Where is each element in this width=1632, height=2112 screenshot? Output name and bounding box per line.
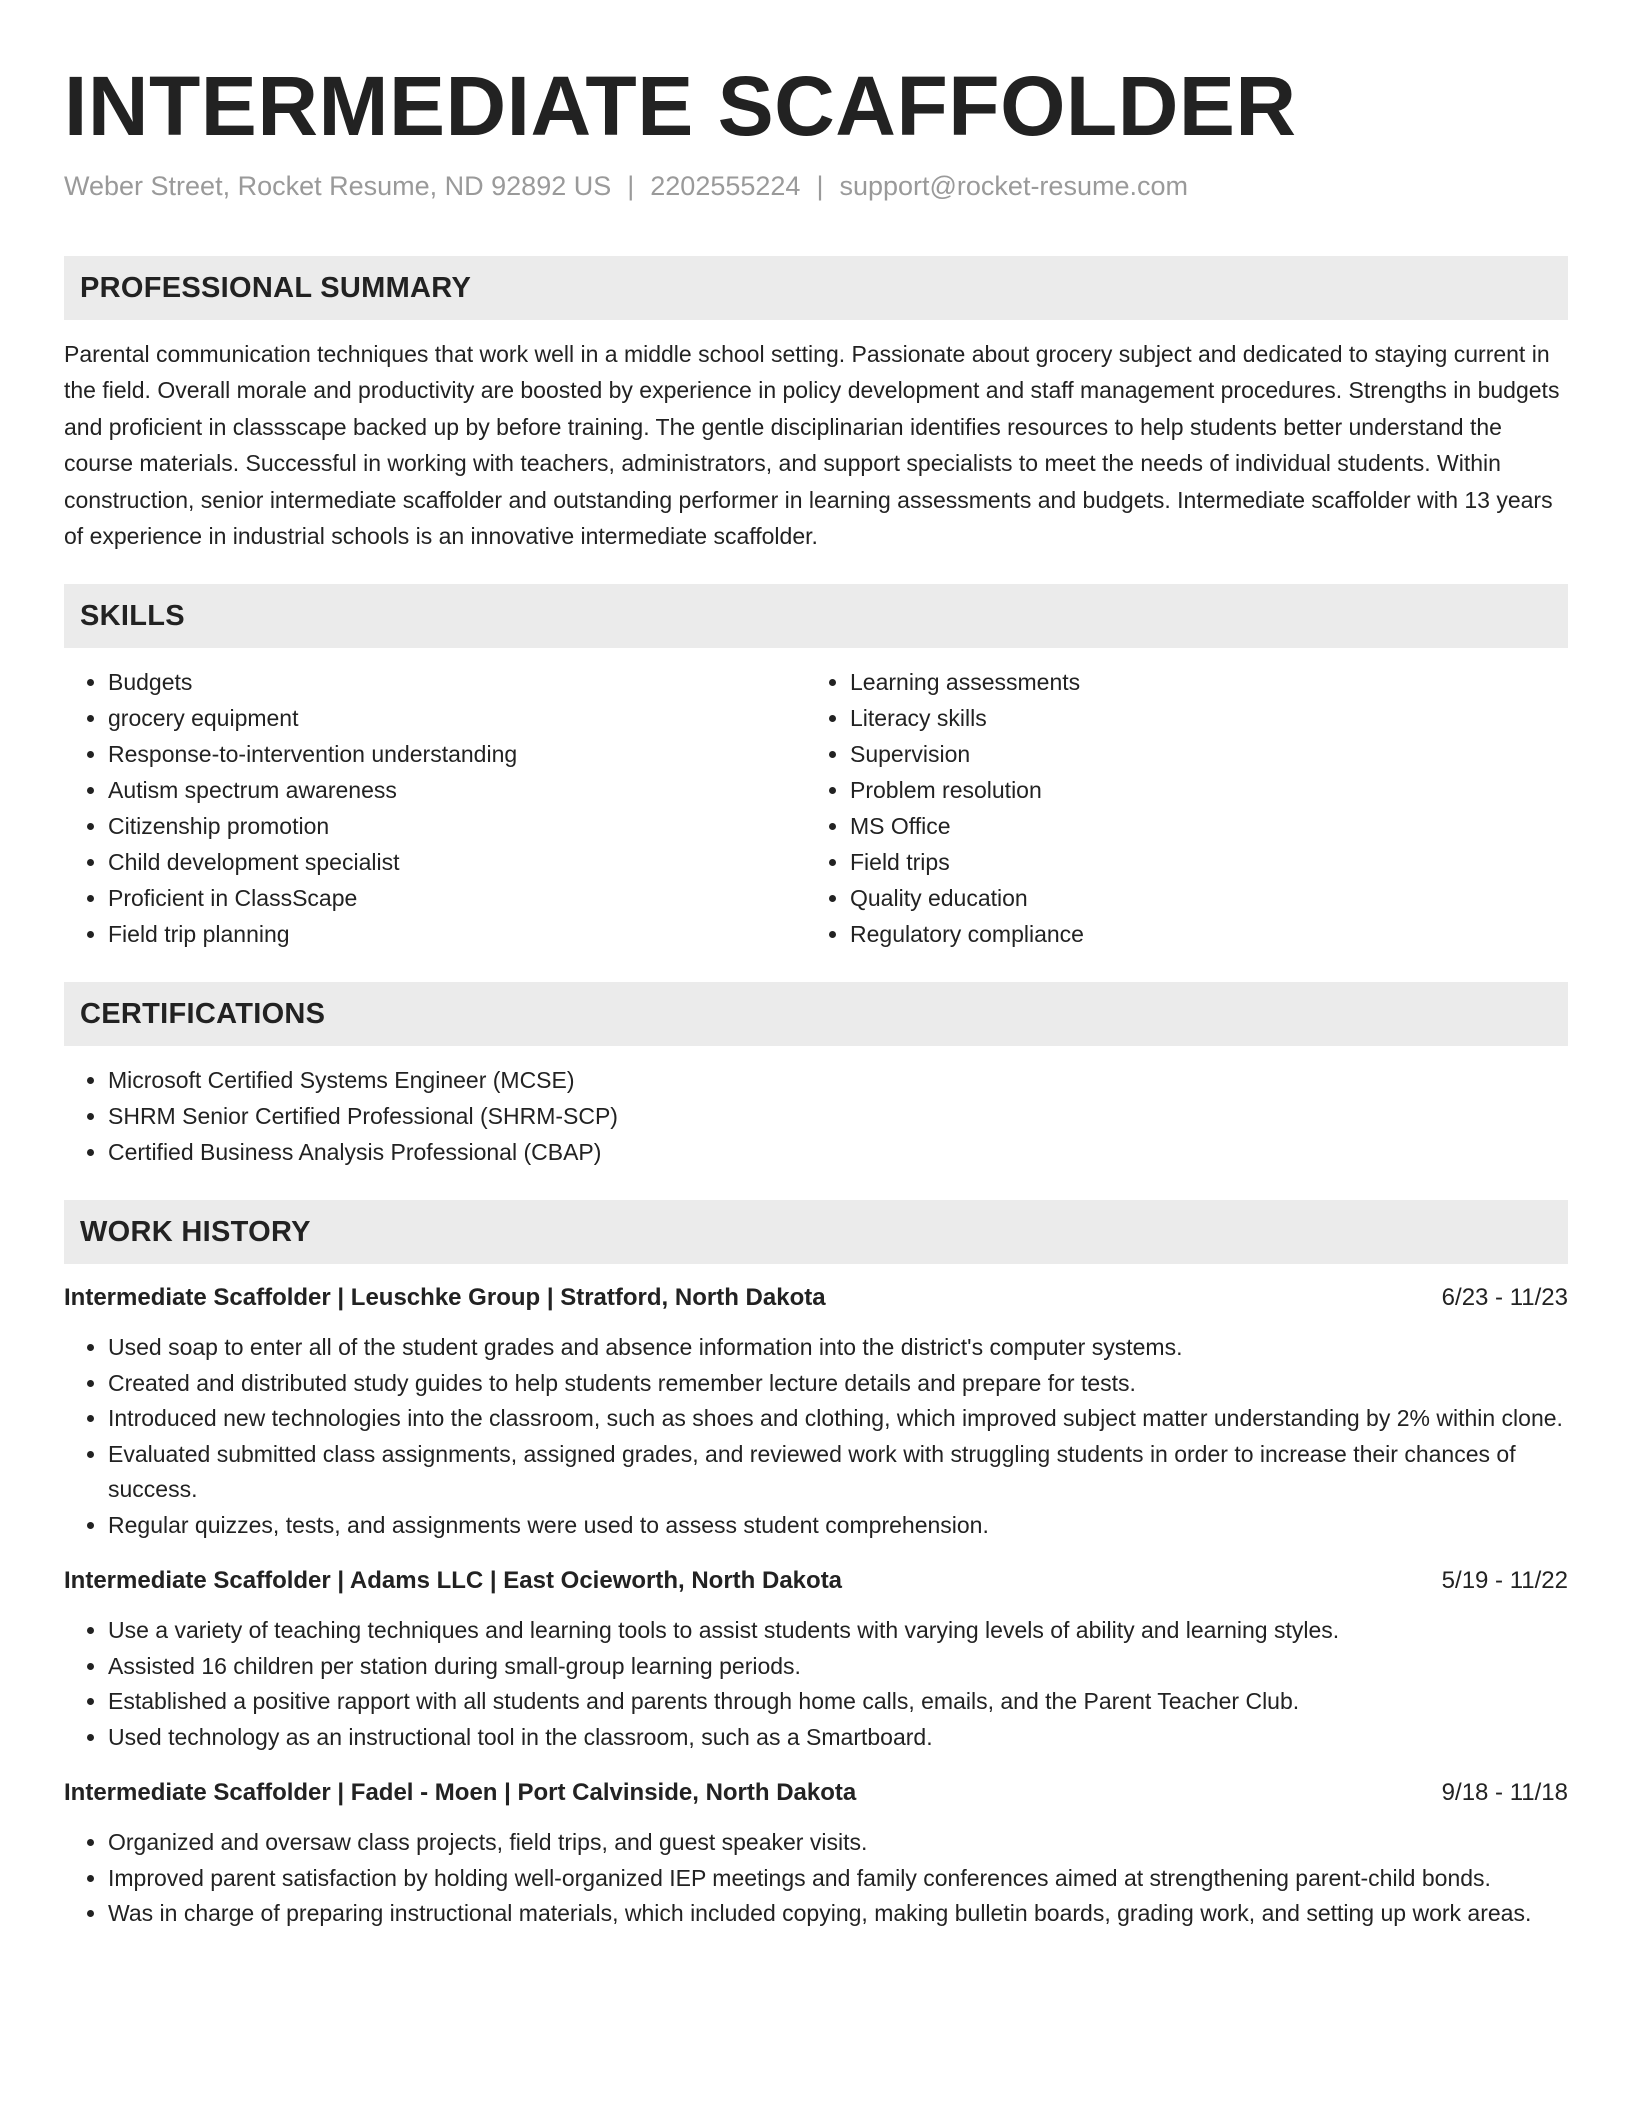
job-bullet: • Use a variety of teaching techniques and learning tools to assist students with varying levels of ability and learning styles. bbox=[108, 1613, 1568, 1649]
job-dates: 6/23 - 11/23 bbox=[1441, 1284, 1568, 1312]
job-title: Intermediate Scaffolder | Fadel - Moen | Port Calvinside, North Dakota bbox=[64, 1779, 857, 1807]
section-title-work-history: WORK HISTORY bbox=[80, 1215, 311, 1248]
contact-separator: | bbox=[816, 171, 824, 201]
skill-item: • Problem resolution bbox=[850, 772, 1548, 808]
skill-item: • Autism spectrum awareness bbox=[108, 772, 806, 808]
section-title-skills: SKILLS bbox=[80, 599, 185, 632]
section-header-summary bbox=[64, 256, 1568, 320]
job-bullet: • Was in charge of preparing instructional materials, which included copying, making bulletin boards, grading work, and setting up work areas. bbox=[108, 1896, 1568, 1932]
section-header-skills bbox=[64, 584, 1568, 648]
job-entry bbox=[64, 1563, 1568, 1755]
summary-text: Parental communication techniques that work well in a middle school setting. Passionate about grocery subject and dedicated to staying current in the field. Overall morale and productivity are boosted by experience in policy development and staff management procedures. Strengths in budgets and proficient in classscape backed up by before training. The gentle disciplinarian identifies resources to help students better understand the course materials. Successful in working with teachers, administrators, and support specialists to meet the needs of individual students. Within construction, senior intermediate scaffolder and outstanding performer in learning assessments and budgets. Intermediate scaffolder with 13 years of experience in industrial schools is an innovative intermediate scaffolder. bbox=[64, 341, 1560, 550]
skills-column-right bbox=[806, 664, 1548, 952]
job-bullet: • Used technology as an instructional tool in the classroom, such as a Smartboard. bbox=[108, 1720, 1568, 1756]
section-title-summary: PROFESSIONAL SUMMARY bbox=[80, 271, 472, 304]
skill-item: • Response-to-intervention understanding bbox=[108, 736, 806, 772]
job-bullet: • Introduced new technologies into the classroom, such as shoes and clothing, which improved subject matter understanding by 2% within clone. bbox=[108, 1401, 1568, 1437]
skill-item: • Learning assessments bbox=[850, 664, 1548, 700]
skill-item: • Citizenship promotion bbox=[108, 808, 806, 844]
skill-item: • Supervision bbox=[850, 736, 1548, 772]
contact-phone: 2202555224 bbox=[650, 171, 801, 201]
contact-separator: | bbox=[627, 171, 635, 201]
job-bullet: • Established a positive rapport with all students and parents through home calls, emails, and the Parent Teacher Club. bbox=[108, 1684, 1568, 1720]
job-dates: 5/19 - 11/22 bbox=[1441, 1567, 1568, 1595]
job-bullet: • Regular quizzes, tests, and assignments were used to assess student comprehension. bbox=[108, 1508, 1568, 1544]
job-bullets bbox=[64, 1825, 1568, 1932]
skill-item: • Field trip planning bbox=[108, 916, 806, 952]
contact-email: support@rocket-resume.com bbox=[839, 171, 1188, 201]
job-entry bbox=[64, 1280, 1568, 1543]
skill-item: • Child development specialist bbox=[108, 844, 806, 880]
job-bullets bbox=[64, 1330, 1568, 1543]
skill-item: • Regulatory compliance bbox=[850, 916, 1548, 952]
job-bullet: • Assisted 16 children per station during small-group learning periods. bbox=[108, 1649, 1568, 1685]
job-header bbox=[64, 1563, 1568, 1599]
section-header-work-history bbox=[64, 1200, 1568, 1264]
job-bullet: • Evaluated submitted class assignments, assigned grades, and reviewed work with struggling students in order to increase their chances of success. bbox=[108, 1437, 1568, 1508]
certification-item: • Microsoft Certified Systems Engineer (MCSE) bbox=[108, 1062, 1568, 1098]
job-header bbox=[64, 1775, 1568, 1811]
job-title: Intermediate Scaffolder | Leuschke Group | Stratford, North Dakota bbox=[64, 1284, 826, 1312]
skill-item: • Budgets bbox=[108, 664, 806, 700]
job-bullet: • Improved parent satisfaction by holding well-organized IEP meetings and family conferences aimed at strengthening parent-child bonds. bbox=[108, 1861, 1568, 1897]
skill-item: • Field trips bbox=[850, 844, 1548, 880]
skill-item: • Quality education bbox=[850, 880, 1548, 916]
job-entry bbox=[64, 1775, 1568, 1932]
job-title: Intermediate Scaffolder | Adams LLC | East Ocieworth, North Dakota bbox=[64, 1567, 843, 1595]
job-bullet: • Created and distributed study guides to help students remember lecture details and prepare for tests. bbox=[108, 1366, 1568, 1402]
skills-column-left bbox=[64, 664, 806, 952]
job-bullets bbox=[64, 1613, 1568, 1755]
skill-item: • grocery equipment bbox=[108, 700, 806, 736]
skills-list bbox=[64, 664, 1568, 952]
section-title-certifications: CERTIFICATIONS bbox=[80, 997, 326, 1030]
skill-item: • MS Office bbox=[850, 808, 1548, 844]
certification-item: • Certified Business Analysis Professional (CBAP) bbox=[108, 1134, 1568, 1170]
candidate-name: INTERMEDIATE SCAFFOLDER bbox=[64, 59, 1297, 153]
skill-item: • Proficient in ClassScape bbox=[108, 880, 806, 916]
skill-item: • Literacy skills bbox=[850, 700, 1548, 736]
section-header-certifications bbox=[64, 982, 1568, 1046]
job-bullet: • Used soap to enter all of the student grades and absence information into the district's computer systems. bbox=[108, 1330, 1568, 1366]
contact-line bbox=[64, 168, 1568, 204]
contact-address: Weber Street, Rocket Resume, ND 92892 US bbox=[64, 171, 612, 201]
job-bullet: • Organized and oversaw class projects, field trips, and guest speaker visits. bbox=[108, 1825, 1568, 1861]
job-dates: 9/18 - 11/18 bbox=[1441, 1779, 1568, 1807]
certifications-list bbox=[64, 1062, 1568, 1170]
certification-item: • SHRM Senior Certified Professional (SHRM-SCP) bbox=[108, 1098, 1568, 1134]
job-header bbox=[64, 1280, 1568, 1316]
